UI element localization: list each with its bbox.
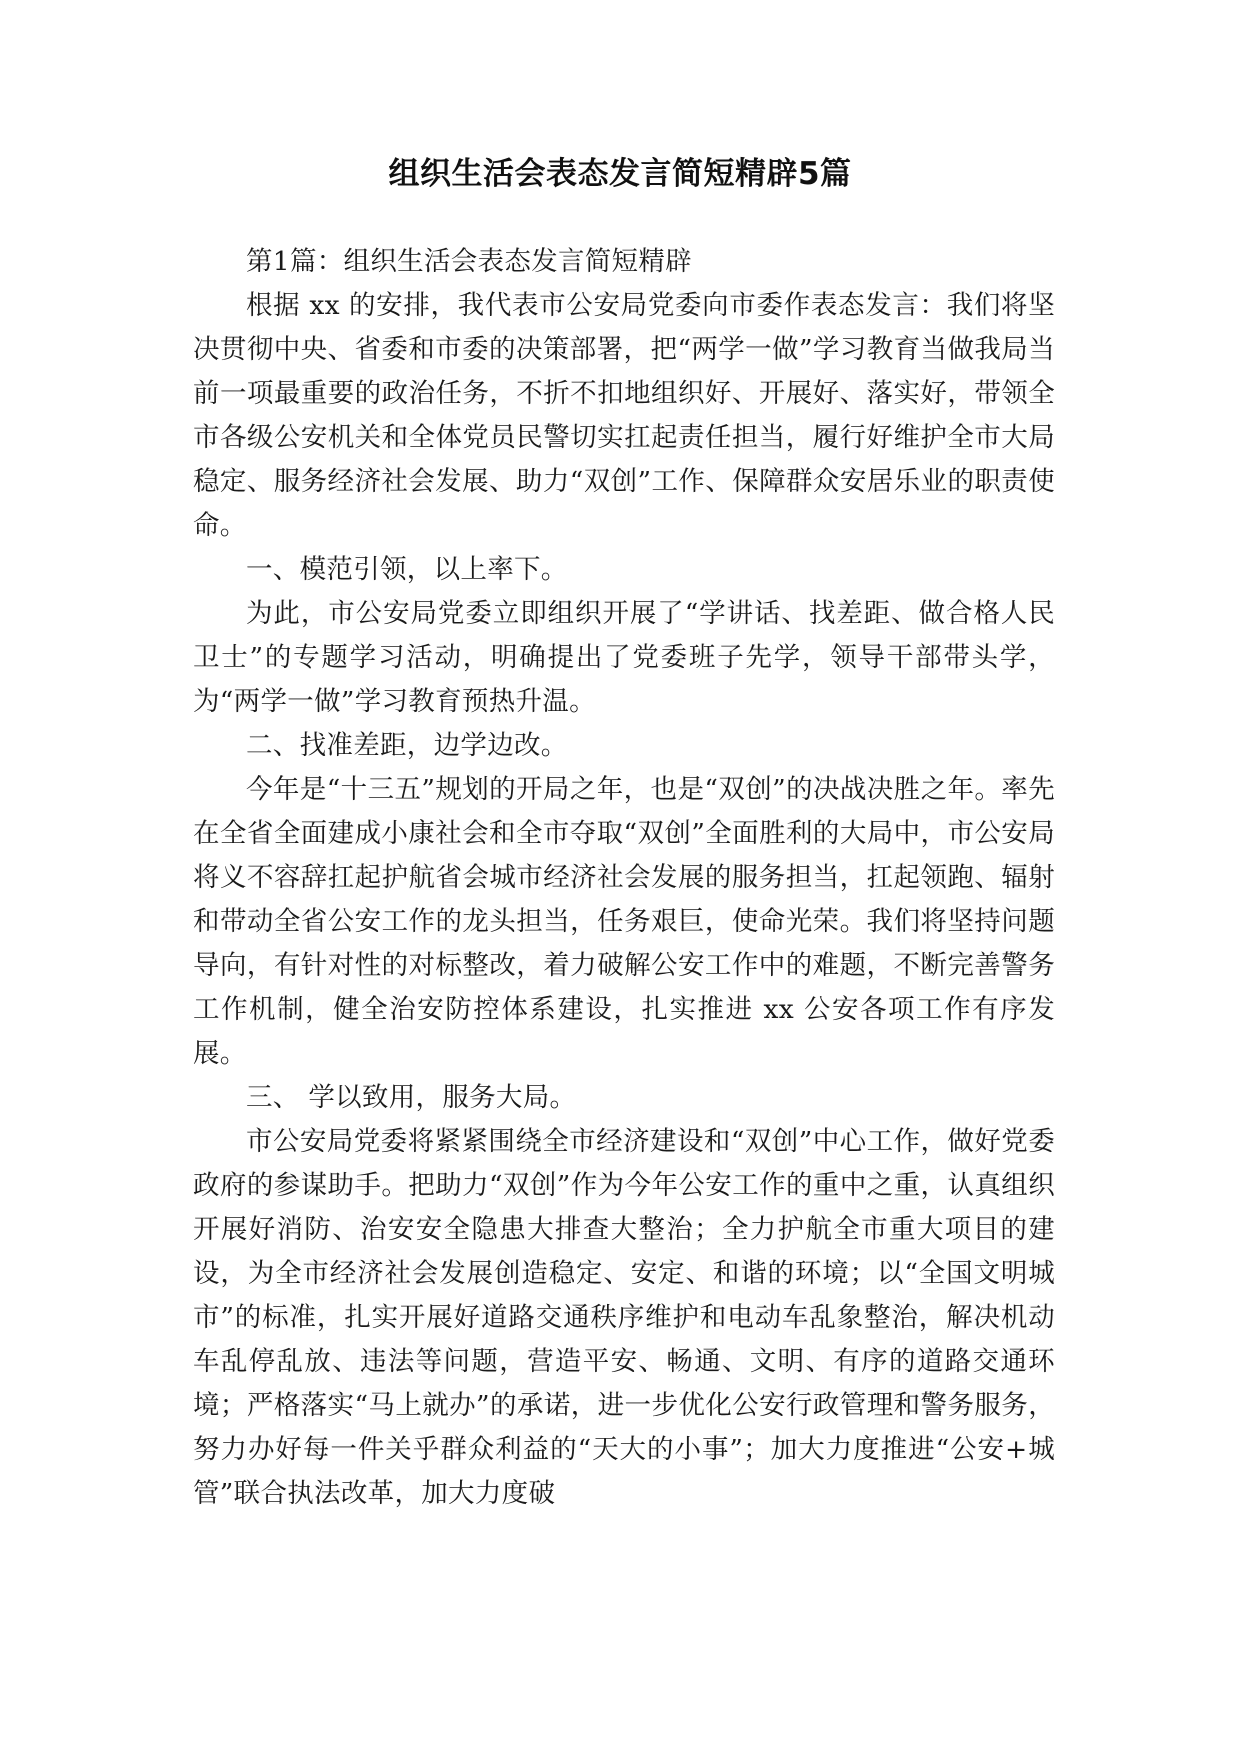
point-heading-3: 三、 学以致用，服务大局。 (246, 1082, 577, 1113)
section-heading-part-1: 第1篇：组织生活会表态发言简短精辟 (246, 246, 692, 277)
paragraph: 为此，市公安局党委立即组织开展了“学讲话、找差距、做合格人民卫士”的专题学习活动，明确提出了党委班子先学，领导干部带头学，为“两学一做”学习教育预热升温。 (193, 598, 1055, 717)
paragraph: 市公安局党委将紧紧围绕全市经济建设和“双创”中心工作，做好党委政府的参谋助手。把助力“双创”作为今年公安工作的重中之重，认真组织开展好消防、治安安全隐患大排查大整治；全力护航全市重大项目的建设，为全市经济社会发展创造稳定、安定、和谐的环境；以“全国文明城市”的标准，扎实开展好道路交通秩序维护和电动车乱象整治，解决机动车乱停乱放、违法等问题，营造平安、畅通、文明、有序的道路交通环境；严格落实“马上就办”的承诺，进一步优化公安行政管理和警务服务，努力办好每一件关乎群众利益的“天大的小事”；加大力度推进“公安+城管”联合执法改革，加大力度破 (193, 1126, 1055, 1509)
paragraph: 根据 xx 的安排，我代表市公安局党委向市委作表态发言：我们将坚决贯彻中央、省委和市委的决策部署，把“两学一做”学习教育当做我局当前一项最重要的政治任务，不折不扣地组织好、开展好、落实好，带领全市各级公安机关和全体党员民警切实扛起责任担当，履行好维护全市大局稳定、服务经济社会发展、助力“双创”工作、保障群众安居乐业的职责使命。 (193, 290, 1055, 541)
point-heading-2: 二、找准差距，边学边改。 (246, 730, 568, 761)
point-heading-1: 一、模范引领，以上率下。 (246, 554, 568, 585)
paragraph: 今年是“十三五”规划的开局之年，也是“双创”的决战决胜之年。率先在全省全面建成小康社会和全市夺取“双创”全面胜利的大局中，市公安局将义不容辞扛起护航省会城市经济社会发展的服务担当，扛起领跑、辐射和带动全省公安工作的龙头担当，任务艰巨，使命光荣。我们将坚持问题导向，有针对性的对标整改，着力破解公安工作中的难题，不断完善警务工作机制，健全治安防控体系建设，扎实推进 xx 公安各项工作有序发展。 (193, 774, 1055, 1069)
document-body (193, 240, 1055, 1516)
document-title: 组织生活会表态发言简短精辟5篇 (388, 156, 852, 192)
